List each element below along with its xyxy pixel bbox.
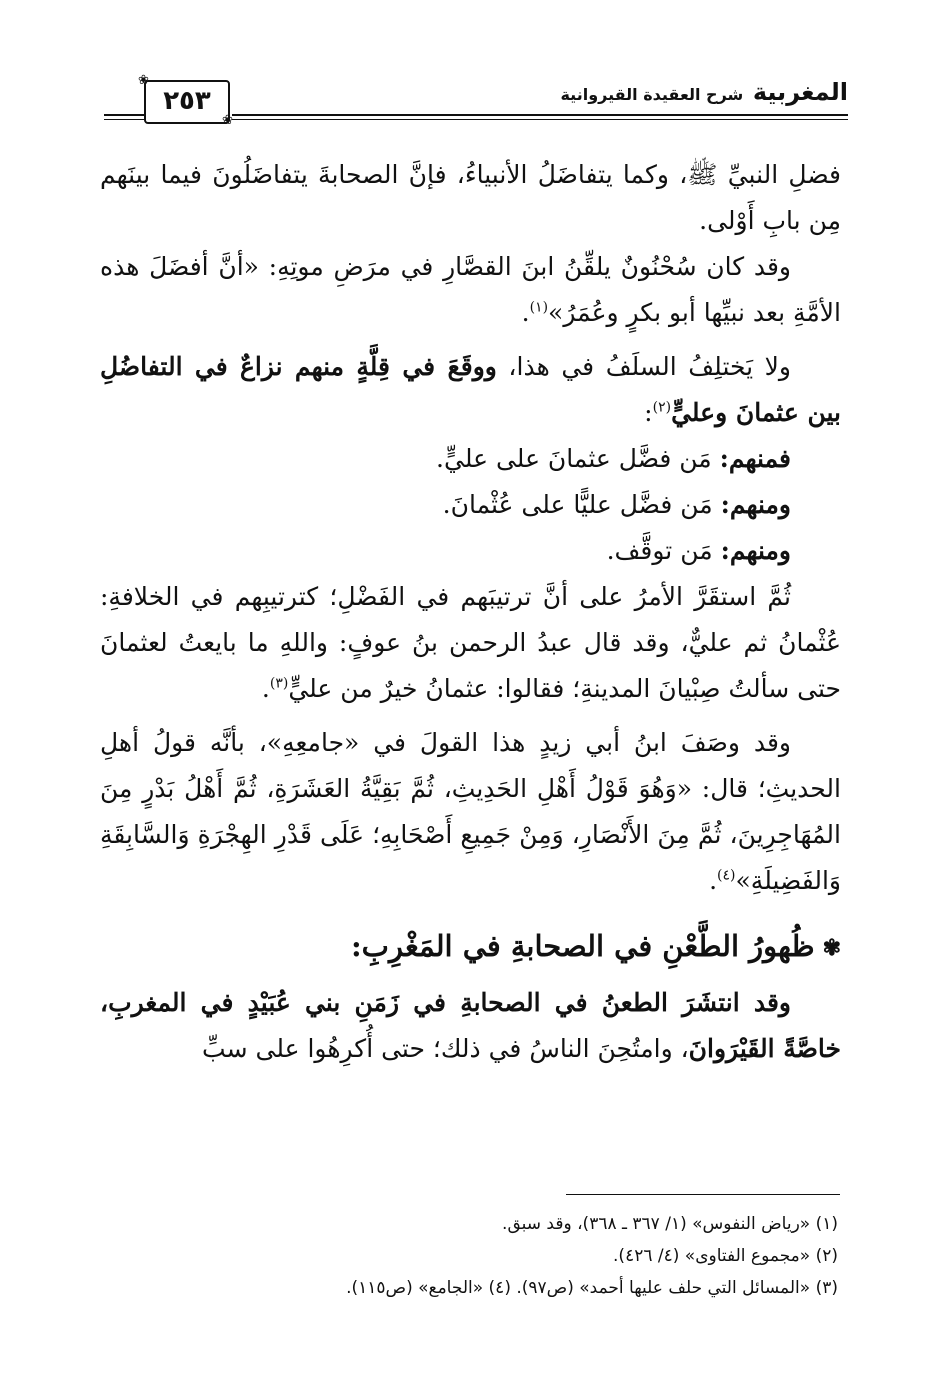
main-text (100, 152, 841, 1072)
header-rule (232, 114, 848, 116)
footnote-marker: (٢) (652, 399, 672, 416)
footnotes (100, 1208, 838, 1304)
paragraph-text: ولا يَختلِفُ السلَفُ في هذا، (496, 352, 791, 381)
header-rule-left (104, 114, 144, 116)
footnote: (٢) «مجموع الفتاوى» (٤/ ٤٢٦). (613, 1246, 838, 1266)
emphasized-text: ووقَعَ في قِلَّةٍ منهم نزاعٌ في التفاضُلِ بين عثمانَ وعليٍّ (100, 352, 841, 427)
paragraph-text: : (644, 398, 653, 427)
section-heading (100, 920, 841, 974)
paragraph-text: . (709, 866, 718, 895)
list-item (100, 482, 841, 528)
list-text: مَن فضَّل عليًّا على عُثْمانَ. (442, 490, 713, 519)
paragraph-text: وقد كان سُحْنُونٌ يلقِّنُ ابنَ القصَّارِ في مرَضِ موتِهِ: «أنَّ أفضَلَ هذه الأمَّةِ بعد نبيِّها أبو بكرٍ وعُمَرُ» (100, 252, 841, 327)
list-label: ومنهم: (720, 536, 791, 565)
footnote-marker: (٤) (717, 867, 736, 884)
paragraph (100, 152, 841, 244)
footnote-marker: (٣) (269, 675, 289, 692)
list-text: مَن فضَّل عثمانَ على عليٍّ. (436, 444, 712, 473)
paragraph-text: . (521, 298, 530, 327)
page-number: ٢٥٣ (144, 80, 230, 124)
list-item (100, 436, 841, 482)
footnote: (٣) «المسائل التي حلف عليها أحمد» (ص٩٧). (٤) «الجامع» (ص١١٥). (346, 1278, 838, 1298)
paragraph (100, 574, 841, 712)
running-title-sub: شرح العقيدة القيروانية (560, 85, 744, 104)
heading-ornament-icon: ✾ (822, 935, 841, 961)
paragraph (100, 244, 841, 336)
paragraph-text: ثُمَّ استقَرَّ الأمرُ على أنَّ ترتيبَهم في الفَضْلِ؛ كترتيبِهم في الخلافةِ: عُثْمانُ ثم عليٌّ، وقد قال عبدُ الرحمن بنُ عوفٍ: واللهِ ما بايعتُ لعثمانَ حتى سألتُ صِبْيانَ المدينةِ؛ فقالوا: عثمانُ خيرٌ من عليٍّ (100, 582, 841, 703)
header-rule-left-thin (104, 119, 144, 120)
list-item (100, 528, 841, 574)
header-rule-thin (232, 119, 848, 120)
ornament-icon: ❀ (138, 73, 149, 88)
footnote-marker: (١) (529, 299, 549, 316)
footnote: (١) «رياض النفوس» (١/ ٣٦٧ ـ ٣٦٨)، وقد سبق. (502, 1214, 838, 1234)
section-heading-text: ظُهورُ الطَّعْنِ في الصحابةِ في المَغْرِبِ: (350, 929, 815, 963)
paragraph (100, 344, 841, 436)
running-header (104, 74, 848, 130)
paragraph (100, 980, 841, 1072)
list-label: فمنهم: (719, 444, 791, 473)
ornament-icon: ❀ (222, 113, 233, 128)
paragraph-text: . (261, 674, 270, 703)
list-label: ومنهم: (720, 490, 791, 519)
paragraph (100, 720, 841, 904)
paragraph-text: ، وامتُحِنَ الناسُ في ذلك؛ حتى أُكرِهُوا على سبِّ (202, 1034, 689, 1063)
list-text: مَن توقَّف. (606, 536, 713, 565)
paragraph-text: وقد وصَفَ ابنُ أبي زيدٍ هذا القولَ في «جامعِهِ»، بأنَّه قولُ أهلِ الحديثِ؛ قال: «وَهُوَ قَوْلُ أَهْلِ الحَدِيثِ، ثُمَّ بَقِيَّةُ العَشَرَةِ، ثُمَّ أَهْلُ بَدْرٍ مِنَ المُهَاجِرِينَ، ثُمَّ مِنَ الأَنْصَارِ، وَمِنْ جَمِيعِ أَصْحَابِهِ؛ عَلَى قَدْرِ الهِجْرَةِ وَالسَّابِقَةِ وَالفَضِيلَةِ» (100, 728, 841, 895)
running-title-main: المغربية (752, 78, 848, 106)
footnote-separator (566, 1194, 840, 1195)
running-title (560, 78, 848, 106)
emphasized-text: وقد انتشَرَ الطعنُ في الصحابةِ في زَمَنِ بني عُبَيْدٍ في المغربِ، خاصَّةً القَيْرَوانَ (100, 988, 841, 1063)
paragraph-text: فضلِ النبيِّ ﷺ، وكما يتفاضَلُ الأنبياءُ، فإنَّ الصحابةَ يتفاضَلُونَ فيما بينَهم مِن بابِ أَوْلى. (100, 160, 841, 235)
